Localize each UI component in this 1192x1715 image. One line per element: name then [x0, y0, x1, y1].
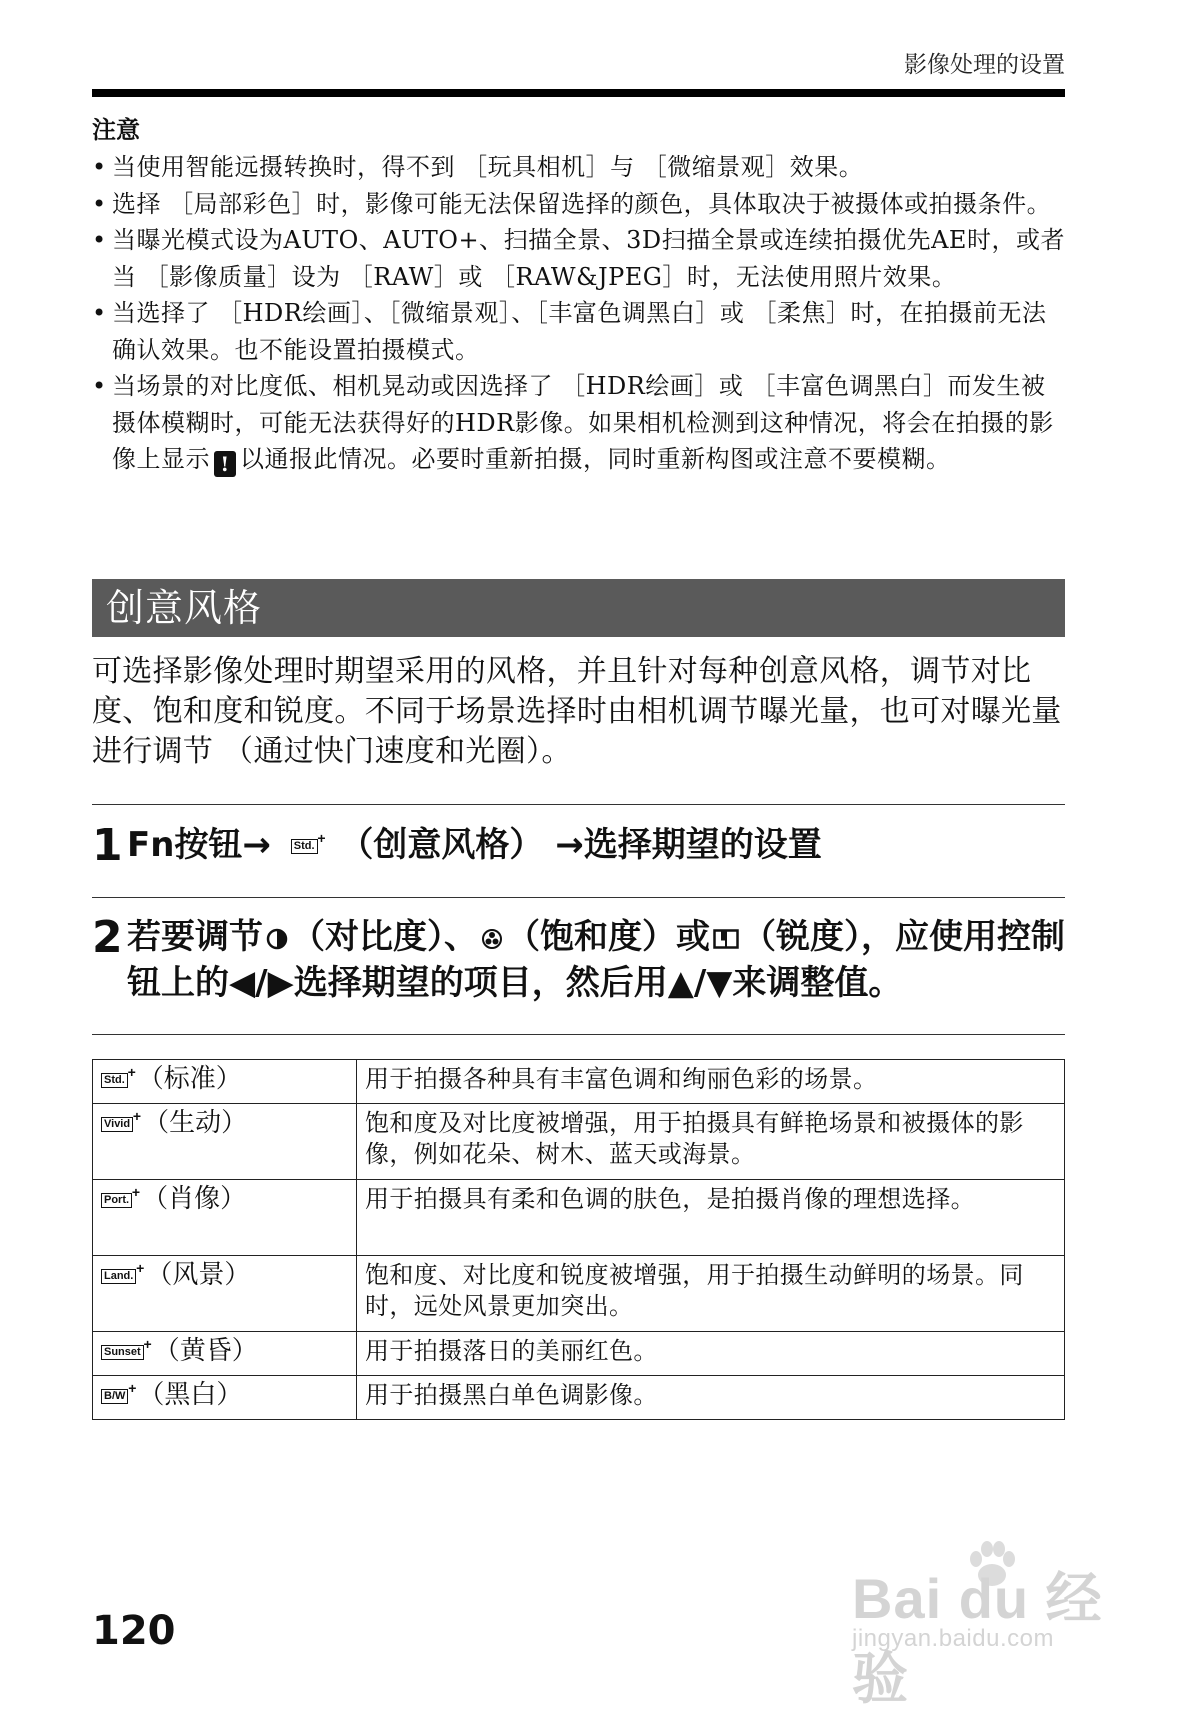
- table-row: [93, 1060, 1065, 1104]
- style-name-cell: [93, 1104, 357, 1180]
- step-text-part: （创意风格） →选择期望的设置: [339, 825, 822, 865]
- section-bar: [92, 579, 1065, 637]
- step-text-part: （锐度），应使用控制钮上的◀/▶选择期望的项目，然后用▲/▼来调整值。: [127, 917, 1065, 1003]
- table-row: [93, 1256, 1065, 1332]
- style-name-cell: [93, 1180, 357, 1256]
- section-title: 创意风格: [106, 586, 263, 630]
- style-name: （生动）: [143, 1108, 248, 1138]
- vivid-mode-icon: Vivid +: [101, 1117, 133, 1132]
- table-row: [93, 1180, 1065, 1256]
- step-text-part: 若要调节: [127, 917, 263, 957]
- note-item-text: 以通报此情况。必要时重新拍摄，同时重新构图或注意不要模糊。: [240, 445, 951, 473]
- table-row: [93, 1104, 1065, 1180]
- style-name-cell: [93, 1060, 357, 1104]
- note-item: [92, 368, 1065, 478]
- step-2: [92, 912, 1072, 1022]
- note-list: [92, 149, 1065, 478]
- intro-paragraph: 可选择影像处理时期望采用的风格，并且针对每种创意风格，调节对比度、饱和度和锐度。不同于场景选择时由相机调节曝光量，也可对曝光量进行调节 （通过快门速度和光圈）。: [92, 654, 1062, 769]
- creative-style-table: [92, 1059, 1065, 1420]
- bw-mode-icon: B/W +: [101, 1389, 128, 1404]
- table-row: [93, 1332, 1065, 1376]
- step-number: 1: [92, 820, 123, 871]
- style-name: （标准）: [137, 1064, 242, 1094]
- sharpness-icon: [713, 928, 739, 950]
- step-text-part: （对比度）、: [291, 917, 478, 957]
- step-text: [127, 914, 1072, 1006]
- note-item: • 当选择了 ［HDR绘画］、［微缩景观］、［丰富色调黑白］或 ［柔焦］时，在拍摄前无法确认效果。也不能设置拍摄模式。: [92, 295, 1065, 368]
- landscape-mode-icon: Land. +: [101, 1269, 136, 1284]
- style-name: （肖像）: [142, 1184, 247, 1214]
- style-desc-cell: 用于拍摄落日的美丽红色。: [357, 1332, 1065, 1376]
- note-item-text: 当场景的对比度低、相机晃动或因选择了 ［HDR绘画］或 ［丰富色调黑白］而发生被摄体模糊时，可能无法获得好的HDR影像。如果相机检测到这种情况，将会在拍摄的影像上显示: [112, 372, 1054, 473]
- note-item: • 当曝光模式设为AUTO、AUTO+、扫描全景、3D扫描全景或连续拍摄优先AE时，或者当 ［影像质量］设为 ［RAW］或 ［RAW&JPEG］时，无法使用照片效果。: [92, 222, 1065, 295]
- rule-step2-bottom: [92, 1034, 1065, 1035]
- step-number: 2: [92, 912, 123, 963]
- note-item: • 选择 ［局部彩色］时，影像可能无法保留选择的颜色，具体取决于被摄体或拍摄条件。: [92, 186, 1065, 223]
- step-1: [92, 820, 1072, 880]
- style-desc-cell: 饱和度及对比度被增强，用于拍摄具有鲜艳场景和被摄体的影像，例如花朵、树木、蓝天或海景。: [357, 1104, 1065, 1180]
- style-name: （黑白）: [138, 1380, 243, 1410]
- portrait-mode-icon: Port. +: [101, 1193, 132, 1208]
- std-mode-icon: Std. +: [291, 839, 318, 854]
- contrast-icon: [266, 928, 288, 950]
- note-title: 注意: [92, 115, 140, 144]
- warning-icon: !: [214, 451, 236, 477]
- style-name: （风景）: [146, 1260, 251, 1290]
- style-name-cell: [93, 1332, 357, 1376]
- header-rule: [92, 89, 1065, 97]
- step-text-part: Fn按钮→: [127, 825, 271, 865]
- rule-step1-top: [92, 804, 1065, 805]
- step-text-part: （饱和度）或: [506, 917, 710, 957]
- style-name: （黄昏）: [153, 1336, 258, 1366]
- watermark-url: jingyan.baidu.com: [852, 1625, 1054, 1652]
- style-desc-cell: 用于拍摄具有柔和色调的肤色，是拍摄肖像的理想选择。: [357, 1180, 1065, 1256]
- note-section: [92, 113, 1065, 478]
- table-row: [93, 1376, 1065, 1420]
- step-text: [127, 822, 1072, 868]
- rule-step2-top: [92, 897, 1065, 898]
- page-number: 120: [92, 1608, 176, 1654]
- style-name-cell: [93, 1256, 357, 1332]
- std-mode-icon: Std. +: [101, 1073, 128, 1088]
- style-desc-cell: 用于拍摄黑白单色调影像。: [357, 1376, 1065, 1420]
- style-desc-cell: 饱和度、对比度和锐度被增强，用于拍摄生动鲜明的场景。同时，远处风景更加突出。: [357, 1256, 1065, 1332]
- sunset-mode-icon: Sunset +: [101, 1345, 144, 1360]
- watermark-brand: Bai du 经验: [852, 1567, 1103, 1710]
- header-title: 影像处理的设置: [904, 52, 1065, 78]
- style-desc-cell: 用于拍摄各种具有丰富色调和绚丽色彩的场景。: [357, 1060, 1065, 1104]
- saturation-icon: [481, 928, 503, 950]
- note-item: • 当使用智能远摄转换时，得不到 ［玩具相机］与 ［微缩景观］效果。: [92, 149, 1065, 186]
- baidu-watermark: [852, 1535, 1132, 1710]
- style-name-cell: [93, 1376, 357, 1420]
